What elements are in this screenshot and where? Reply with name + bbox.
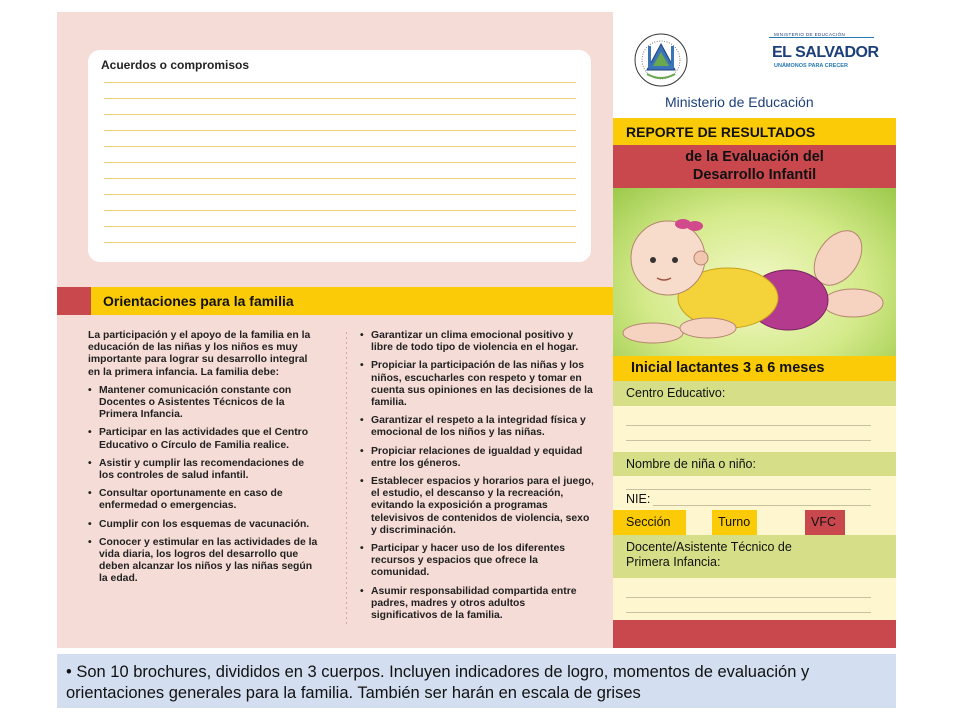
report-title: REPORTE DE RESULTADOS: [626, 124, 816, 140]
report-cover-panel: [613, 12, 896, 648]
writing-line: [104, 178, 576, 179]
guidance-item: • Asistir y cumplir las recomendaciones de los controles de salud infantil.: [88, 458, 320, 482]
evaluation-title-bar: [613, 145, 896, 188]
column-divider: [346, 332, 347, 627]
baby-illustration: [613, 188, 896, 356]
gov-logo-slogan: UNÁMONOS PARA CRECER: [774, 63, 848, 69]
gov-logo-name: EL SALVADOR: [772, 44, 879, 61]
writing-line: [104, 210, 576, 211]
evaluation-title: [613, 145, 896, 184]
docente-label-line2: Primera Infancia:: [626, 555, 721, 569]
guidance-item: • Asumir responsabilidad compartida entre padres, madres y otros adultos significativos de la familia.: [360, 586, 594, 623]
guidance-column-right: [360, 330, 594, 628]
centro-line[interactable]: [626, 440, 871, 441]
guidance-intro: La participación y el apoyo de la familia en la educación de las niñas y los niños es muy importante para lograr su desarrollo integral en la primera infancia. La familia debe:: [88, 330, 311, 378]
gov-logo-ministry-text: MINISTERIO DE EDUCACIÓN: [774, 32, 846, 37]
seccion-value-cell[interactable]: [686, 510, 712, 535]
report-title-bar: [613, 118, 896, 145]
docente-line[interactable]: [626, 612, 871, 613]
seccion-cell: [613, 510, 686, 535]
turno-value-cell[interactable]: [757, 510, 805, 535]
centro-label: Centro Educativo:: [626, 386, 726, 400]
evaluation-title-line2: Desarrollo Infantil: [692, 167, 817, 183]
guidance-list-right: [360, 330, 594, 622]
nie-label: NIE:: [626, 492, 651, 506]
turno-cell: [712, 510, 757, 535]
writing-line: [104, 114, 576, 115]
agreements-title: Acuerdos o compromisos: [101, 58, 250, 72]
ministry-name: Ministerio de Educación: [665, 94, 814, 110]
family-guidance-panel: [57, 12, 613, 648]
docente-label: [626, 540, 792, 570]
docente-label-line1: Docente/Asistente Técnico de: [626, 540, 792, 554]
guidance-column-left: [88, 330, 320, 592]
slide-caption: • Son 10 brochures, divididos en 3 cuerpos. Incluyen indicadores de logro, momentos de evaluación y orientaciones generales para la familia. También ser harán en escala de grises: [66, 663, 810, 702]
guidance-item: • Consultar oportunamente en caso de enfermedad o emergencias.: [88, 488, 320, 512]
nombre-line[interactable]: [626, 489, 871, 490]
writing-line: [104, 162, 576, 163]
baby-image: [613, 188, 896, 356]
vfc-label: VFC: [811, 515, 836, 529]
writing-line: [104, 226, 576, 227]
level-title: Inicial lactantes 3 a 6 meses: [631, 360, 825, 376]
section-row: [613, 510, 896, 535]
evaluation-title-line1: de la Evaluación del: [685, 149, 824, 165]
bottom-accent-bar: [613, 620, 896, 648]
orientation-header: [57, 287, 613, 315]
orientation-title: Orientaciones para la familia: [103, 293, 294, 309]
vfc-value-cell[interactable]: [845, 510, 896, 535]
writing-line: [104, 146, 576, 147]
nie-line[interactable]: [653, 505, 871, 506]
student-info-form: [613, 381, 896, 620]
nombre-label: Nombre de niña o niño:: [626, 457, 756, 471]
guidance-item: • Propiciar relaciones de igualdad y equidad entre los géneros.: [360, 446, 594, 470]
docente-line[interactable]: [626, 597, 871, 598]
agreements-card: [88, 50, 591, 262]
el-salvador-government-logo: [769, 32, 879, 92]
guidance-item: • Establecer espacios y horarios para el juego, el estudio, el descanso y la recreación, evitando la exposición a programas televisivos de contenidos de violencia, sexo y discriminación.: [360, 476, 594, 537]
guidance-list-left: [88, 385, 320, 586]
level-title-bar: [613, 356, 896, 381]
centro-line[interactable]: [626, 425, 871, 426]
seccion-label: Sección: [626, 515, 671, 529]
vfc-cell: [805, 510, 845, 535]
guidance-item: • Garantizar un clima emocional positivo y libre de todo tipo de violencia en el hogar.: [360, 330, 594, 354]
turno-label: Turno: [718, 515, 751, 529]
guidance-item: • Cumplir con los esquemas de vacunación.: [88, 519, 320, 531]
slide-caption-box: [57, 654, 896, 708]
writing-line: [104, 98, 576, 99]
guidance-item: • Conocer y estimular en las actividades de la vida diaria, los logros del desarrollo que deben alcanzar los niños y las niñas según la edad.: [88, 537, 320, 586]
national-seal-logo: [633, 32, 689, 88]
writing-line: [104, 82, 576, 83]
writing-line: [104, 194, 576, 195]
guidance-item: • Participar en las actividades que el Centro Educativo o Círculo de Familia realice.: [88, 427, 320, 451]
guidance-item: • Propiciar la participación de las niñas y los niños, escucharles con respeto y tomar en cuenta sus opiniones en las decisiones de la familia.: [360, 360, 594, 409]
writing-line: [104, 242, 576, 243]
guidance-item: • Garantizar el respeto a la integridad física y emocional de los niños y las niñas.: [360, 415, 594, 439]
guidance-item: • Participar y hacer uso de los diferentes recursos y espacios que ofrece la comunidad.: [360, 543, 594, 580]
guidance-item: • Mantener comunicación constante con Docentes o Asistentes Técnicos de la Primera Infancia.: [88, 385, 320, 422]
writing-line: [104, 130, 576, 131]
orientation-accent: [57, 287, 91, 315]
